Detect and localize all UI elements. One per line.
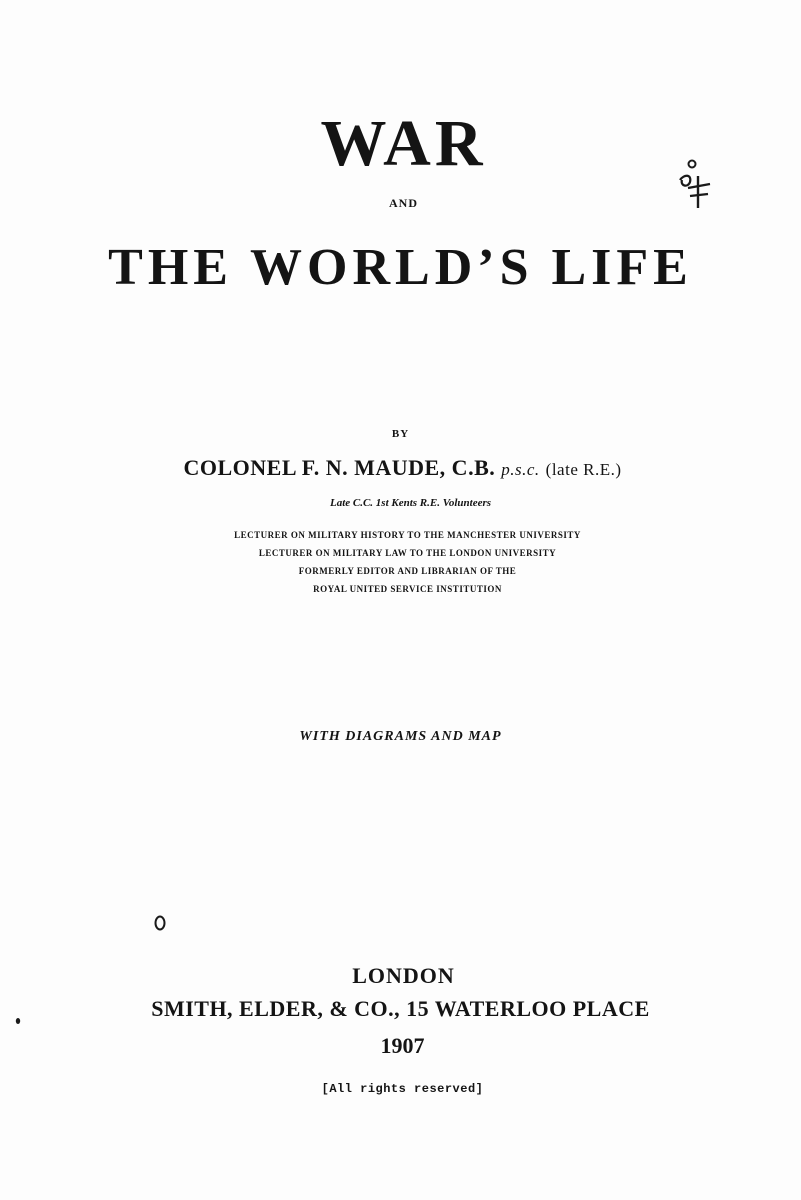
author-credential-3: FORMERLY EDITOR AND LIBRARIAN OF THE bbox=[298, 566, 517, 576]
ink-dot bbox=[14, 1016, 22, 1026]
by-line: BY bbox=[391, 428, 410, 440]
author-psc: p.s.c. bbox=[501, 460, 540, 479]
book-title: WAR bbox=[320, 107, 487, 180]
book-subtitle: THE WORLD’S LIFE bbox=[108, 239, 693, 296]
imprint-year: 1907 bbox=[380, 1033, 425, 1058]
rights-notice: [All rights reserved] bbox=[321, 1082, 484, 1096]
author-credential-1: LECTURER ON MILITARY HISTORY TO THE MANCHESTER UNIVERSITY bbox=[234, 530, 581, 540]
illustrations-note: WITH DIAGRAMS AND MAP bbox=[299, 729, 502, 744]
author-name: COLONEL F. N. MAUDE, C.B. bbox=[183, 455, 496, 480]
author-line bbox=[0, 455, 801, 481]
author-credential-4: ROYAL UNITED SERVICE INSTITUTION bbox=[313, 584, 502, 594]
title-conjunction: AND bbox=[389, 196, 418, 210]
small-circle-mark bbox=[153, 913, 167, 933]
imprint-publisher: SMITH, ELDER, & CO., 15 WATERLOO PLACE bbox=[151, 996, 650, 1021]
imprint-city: LONDON bbox=[352, 963, 455, 988]
handwritten-library-mark bbox=[670, 150, 720, 220]
author-credential-2: LECTURER ON MILITARY LAW TO THE LONDON UNIVERSITY bbox=[258, 548, 557, 558]
author-late: (late R.E.) bbox=[545, 460, 622, 479]
author-late-command: Late C.C. 1st Kents R.E. Volunteers bbox=[329, 497, 492, 509]
